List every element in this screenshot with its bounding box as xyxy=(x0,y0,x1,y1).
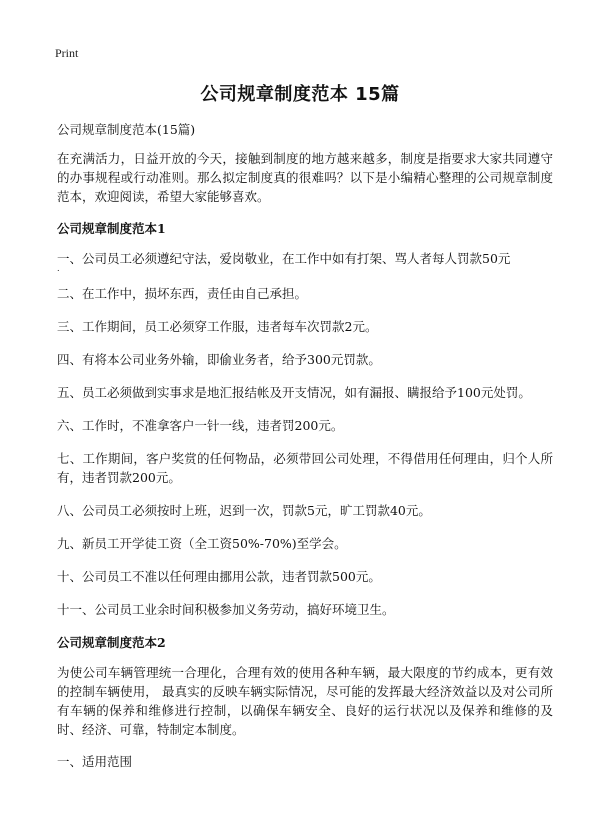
document-subtitle: 公司规章制度范本(15篇) xyxy=(57,122,196,137)
document-body xyxy=(57,120,553,784)
section-1-item-11: 十一、公司员工业余时间积极参加义务劳动，搞好环境卫生。 xyxy=(57,602,395,617)
section-1-item-10: 十、公司员工不准以任何理由挪用公款，违者罚款500元。 xyxy=(57,569,381,584)
section-1-item-9: 九、新员工开学徒工资（全工资50%-70%)至学会。 xyxy=(57,536,347,551)
section-1-item-1-trailing-dot: . xyxy=(57,264,60,273)
section-1-item-8: 八、公司员工必须按时上班，迟到一次，罚款5元，旷工罚款40元。 xyxy=(57,503,431,518)
section-2-heading: 公司规章制度范本2 xyxy=(57,635,166,650)
document-title: 公司规章制度范本 15篇 xyxy=(200,84,400,105)
print-link[interactable]: Print xyxy=(55,46,79,60)
intro-paragraph: 在充满活力，日益开放的今天，接触到制度的地方越来越多，制度是指要求大家共同遵守的办事规程或行动准则。那么拟定制度真的很难吗？以下是小编精心整理的公司规章制度范本，欢迎阅读，希望大家能够喜欢。 xyxy=(57,151,553,204)
section-1-item-4: 四、有将本公司业务外输，即偷业务者，给予300元罚款。 xyxy=(57,352,381,367)
section-1-item-1 xyxy=(57,249,553,272)
section-2-subheading: 一、适用范围 xyxy=(57,754,133,769)
section-1-item-2: 二、在工作中，损坏东西，责任由自己承担。 xyxy=(57,286,308,301)
section-1-item-5: 五、员工必须做到实事求是地汇报结帐及开支情况，如有漏报、瞒报给予100元处罚。 xyxy=(57,385,531,400)
section-2-paragraph: 为使公司车辆管理统一合理化，合理有效的使用各种车辆，最大限度的节约成本，更有效的控制车辆使用， 最真实的反映车辆实际情况，尽可能的发挥最大经济效益以及对公司所有车辆的保养和维修进行控制，以确保车辆安全、良好的运行状况以及保养和维修的及时、经济、可靠，特制定本制度。 xyxy=(57,665,553,737)
section-1-item-1-text: 一、公司员工必须遵纪守法，爱岗敬业，在工作中如有打架、骂人者每人罚款50元 xyxy=(57,251,511,266)
section-1-item-7: 七、工作期间，客户奖赏的任何物品，必须带回公司处理，不得借用任何理由，归个人所有，违者罚款200元。 xyxy=(57,451,553,485)
section-1-item-6: 六、工作时，不准拿客户一针一线，违者罚200元。 xyxy=(57,418,344,433)
section-1-item-3: 三、工作期间，员工必须穿工作服，违者每车次罚款2元。 xyxy=(57,319,378,334)
section-1-heading: 公司规章制度范本1 xyxy=(57,221,166,236)
